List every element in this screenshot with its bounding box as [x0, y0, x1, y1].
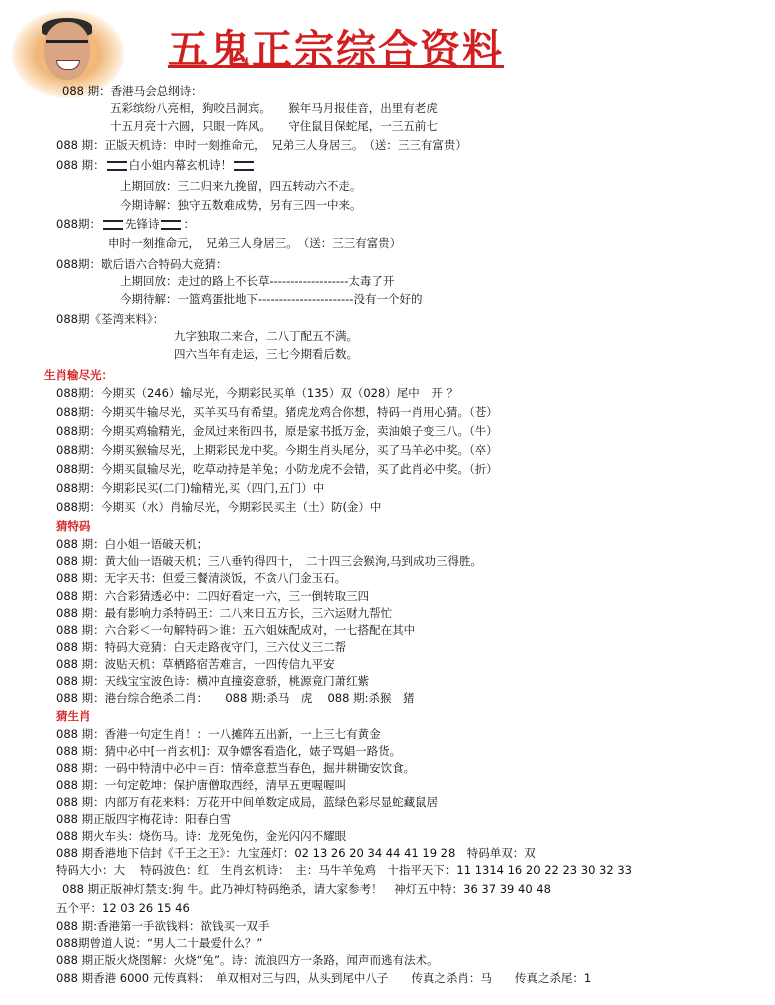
text-line: [56, 743, 401, 759]
line-text: 088期：今期买牛输尽光，买羊买马有希望。猪虎龙鸡合你想，特码一肖用心猜。（苍）: [56, 405, 498, 419]
text-line: [56, 656, 335, 672]
line-text: 上期回放：三二归来九挽留，四五转动六不走。: [120, 179, 362, 193]
text-line: [56, 536, 208, 552]
double-bar-icon: [234, 161, 254, 171]
text-line: [56, 708, 91, 724]
line-text: 上期回放：走过的路上不长草-------------------太毒了开: [120, 274, 395, 288]
text-line: [56, 461, 498, 477]
text-line: [56, 952, 439, 968]
text-line: [56, 518, 91, 534]
text-line: [56, 137, 467, 153]
text-line: [62, 83, 203, 99]
text-line: [56, 499, 381, 515]
line-text: 088 期：黄大仙一语破天机；三八垂钓得四十， 二十四三会猴洵,马到成功三得胜。: [56, 554, 483, 568]
line-text: 088 期：香港一句定生肖！：一八摊阵五出新，一上三七有黄金: [56, 727, 381, 741]
text-line: [56, 553, 482, 569]
text-line: [56, 639, 346, 655]
text-line: [56, 726, 381, 742]
double-bar-icon: [107, 161, 127, 171]
text-line: [56, 256, 227, 272]
line-text: 088期：今期买猴输尽光，上期彩民龙中奖。今期生肖头尾分，买了马羊必中奖。（卒）: [56, 443, 498, 457]
line-text: 088 期：: [56, 158, 105, 172]
text-line: [56, 777, 346, 793]
line-text: 088 期：天线宝宝波色诗：横冲直撞姿意骄，桃源竟门萧红紫: [56, 674, 370, 688]
text-line: [56, 311, 164, 327]
text-line: [56, 900, 190, 916]
line-text: 088期：歇后语六合特码大竞猜：: [56, 257, 228, 271]
line-text: 088 期：香港马会总纲诗：: [62, 84, 203, 98]
line-text: 九字独取二来合，二八丁配五不满。: [174, 329, 358, 343]
line-text: 猜生肖: [56, 709, 91, 723]
text-line: [44, 367, 113, 383]
line-text: 特码大小：大 特码波色：红 生肖玄机诗： 主：马牛羊兔鸡 十指平天下：11 1314 16 20 22 23 30 32 33: [56, 863, 632, 877]
line-text: 088期：今期彩民买(二门)输精光,买（四门,五门）中: [56, 481, 325, 495]
text-line: [56, 690, 414, 706]
line-text: 088 期正版神灯禁支:狗 牛。此乃神灯特码绝杀，请大家参考！ 神灯五中特：36 37 39 40 48: [62, 882, 551, 896]
text-line: [56, 760, 415, 776]
text-line: [56, 216, 195, 232]
line-text: 088 期：特码大竞猜：白天走路夜守门，三六仗义三二帮: [56, 640, 347, 654]
text-line: [56, 385, 458, 401]
text-line: [56, 442, 498, 458]
text-line: [56, 588, 369, 604]
text-line: [56, 570, 346, 586]
text-line: [174, 328, 358, 344]
text-line: [56, 673, 369, 689]
text-line: [56, 918, 269, 934]
line-text: 088 期：港台综合绝杀二肖： 088 期:杀马 虎 088 期:杀猴 猪: [56, 691, 415, 705]
line-text: 088 期香港 6000 元传真料： 单双相对三与四，从头到尾中八子 传真之杀肖：马 传真之杀尾：1: [56, 971, 592, 985]
line-colon: ：: [183, 217, 195, 231]
line-text: 088 期香港地下信封《千王之王》：九宝莲灯：02 13 26 20 34 44 41 19 28 特码单双：双: [56, 846, 536, 860]
line-text: 088 期：正版天机诗：申时一刻推命元， 兄弟三人身居三。 （送：三三有富贵）: [56, 138, 467, 152]
text-line: [56, 157, 256, 173]
line-text: 申时一刻推命元， 兄弟三人身居三。 （送：三三有富贵）: [108, 236, 402, 250]
line-heading: 白小姐内幕玄机诗！: [128, 158, 233, 172]
text-line: [56, 423, 498, 439]
line-text: 088 期:香港第一手欲钱料：欲钱买一双手: [56, 919, 270, 933]
text-line: [56, 828, 346, 844]
line-text: 四六当年有走运，三七今期看后数。: [174, 347, 358, 361]
line-text: 五个平：12 03 26 15 46: [56, 901, 190, 915]
avatar-glasses: [46, 40, 88, 51]
text-line: [62, 881, 551, 897]
line-text: 088 期：六合彩＜一句解特码＞谁：五六姐妹配成对，一七搭配在其中: [56, 623, 416, 637]
line-text: 088期：今期买（水）肖输尽光，今期彩民买主（土）防(金）中: [56, 500, 382, 514]
line-text: 088 期：猜中必中[一肖玄机]：双争嫖客看造化，婊子骂娼一路货。: [56, 744, 402, 758]
text-line: [110, 118, 438, 134]
line-text: 088期：今期买（246）输尽光，今期彩民买单（135）双（028）尾中 开 ？: [56, 386, 458, 400]
line-text: 088期：今期买鸡输精光，金凤过来衔四书，原是家书抵万金，卖油娘子变三八。（牛）: [56, 424, 498, 438]
text-line: [120, 178, 362, 194]
line-text: 088 期：六合彩猜透必中：二四好看定一六，三一倒转取三四: [56, 589, 370, 603]
line-text: 088 期：最有影响力杀特码王：二八来日五方长，三六运财九帮忙: [56, 606, 393, 620]
line-text: 088 期火车头：烧伤马。诗：龙死兔伤，金光闪闪不耀眼: [56, 829, 347, 843]
double-bar-icon: [161, 220, 181, 230]
text-line: [56, 794, 438, 810]
text-line: [110, 100, 438, 116]
line-text: 088 期：内部万有花来料：万花开中间单数定成局，蓝绿色彩尽显蛇藏鼠居: [56, 795, 439, 809]
text-line: [120, 273, 394, 289]
text-line: [56, 862, 632, 878]
line-text: 088 期：一句定乾坤：保护唐僧取西经，清早五更喔喔叫: [56, 778, 347, 792]
line-text: 猜特码: [56, 519, 91, 533]
line-text: 十五月亮十六圆，只眼一阵风。 守住鼠目保蛇尾，一三五前七: [110, 119, 438, 133]
text-line: [56, 970, 591, 986]
text-line: [56, 935, 262, 951]
page-title: 五鬼正宗综合资料: [168, 26, 504, 73]
line-text: 088 期正版火烧图解：火烧“兔”。诗：流浪四方一条路，闻声而逃有法术。: [56, 953, 439, 967]
double-bar-icon: [103, 220, 123, 230]
line-text: 088 期：无字天书：但爱三餐清淡饭，不贪八门金玉石。: [56, 571, 347, 585]
text-line: [56, 605, 392, 621]
line-text: 088 期：波贴天机：草栖路宿苦难言，一四传信九平安: [56, 657, 335, 671]
line-text: 088期《荃湾来料》：: [56, 312, 165, 326]
line-text: 生肖输尽光：: [44, 368, 113, 382]
text-line: [56, 404, 498, 420]
line-text: 今期待解：一篮鸡蛋批地下-----------------------没有一个好的: [120, 292, 423, 306]
text-line: [56, 845, 536, 861]
line-text: 088 期：白小姐一语破天机；: [56, 537, 209, 551]
text-line: [120, 291, 422, 307]
line-heading: 先锋诗: [124, 217, 160, 231]
line-text: 五彩缤纷八亮相，狗咬吕洞宾。 猴年马月报佳音，出里有老虎: [110, 101, 438, 115]
text-line: [120, 197, 362, 213]
text-line: [108, 235, 401, 251]
text-line: [56, 480, 324, 496]
line-text: 088期：: [56, 217, 101, 231]
text-line: [56, 811, 231, 827]
avatar-face: [44, 22, 90, 80]
text-line: [56, 622, 415, 638]
line-text: 088 期正版四字梅花诗：阳春白雪: [56, 812, 232, 826]
text-line: [174, 346, 358, 362]
line-text: 今期诗解：独守五数难成势，另有三四一中来。: [120, 198, 362, 212]
line-text: 088期曾道人说：“男人二十最爱什么？”: [56, 936, 263, 950]
line-text: 088期：今期买鼠输尽光，吃草动持是羊兔；小防龙虎不会错，买了此肖必中奖。（折）: [56, 462, 498, 476]
line-text: 088 期：一码中特清中必中＝百：情牵意惹当春色，掘井耕锄安饮食。: [56, 761, 416, 775]
